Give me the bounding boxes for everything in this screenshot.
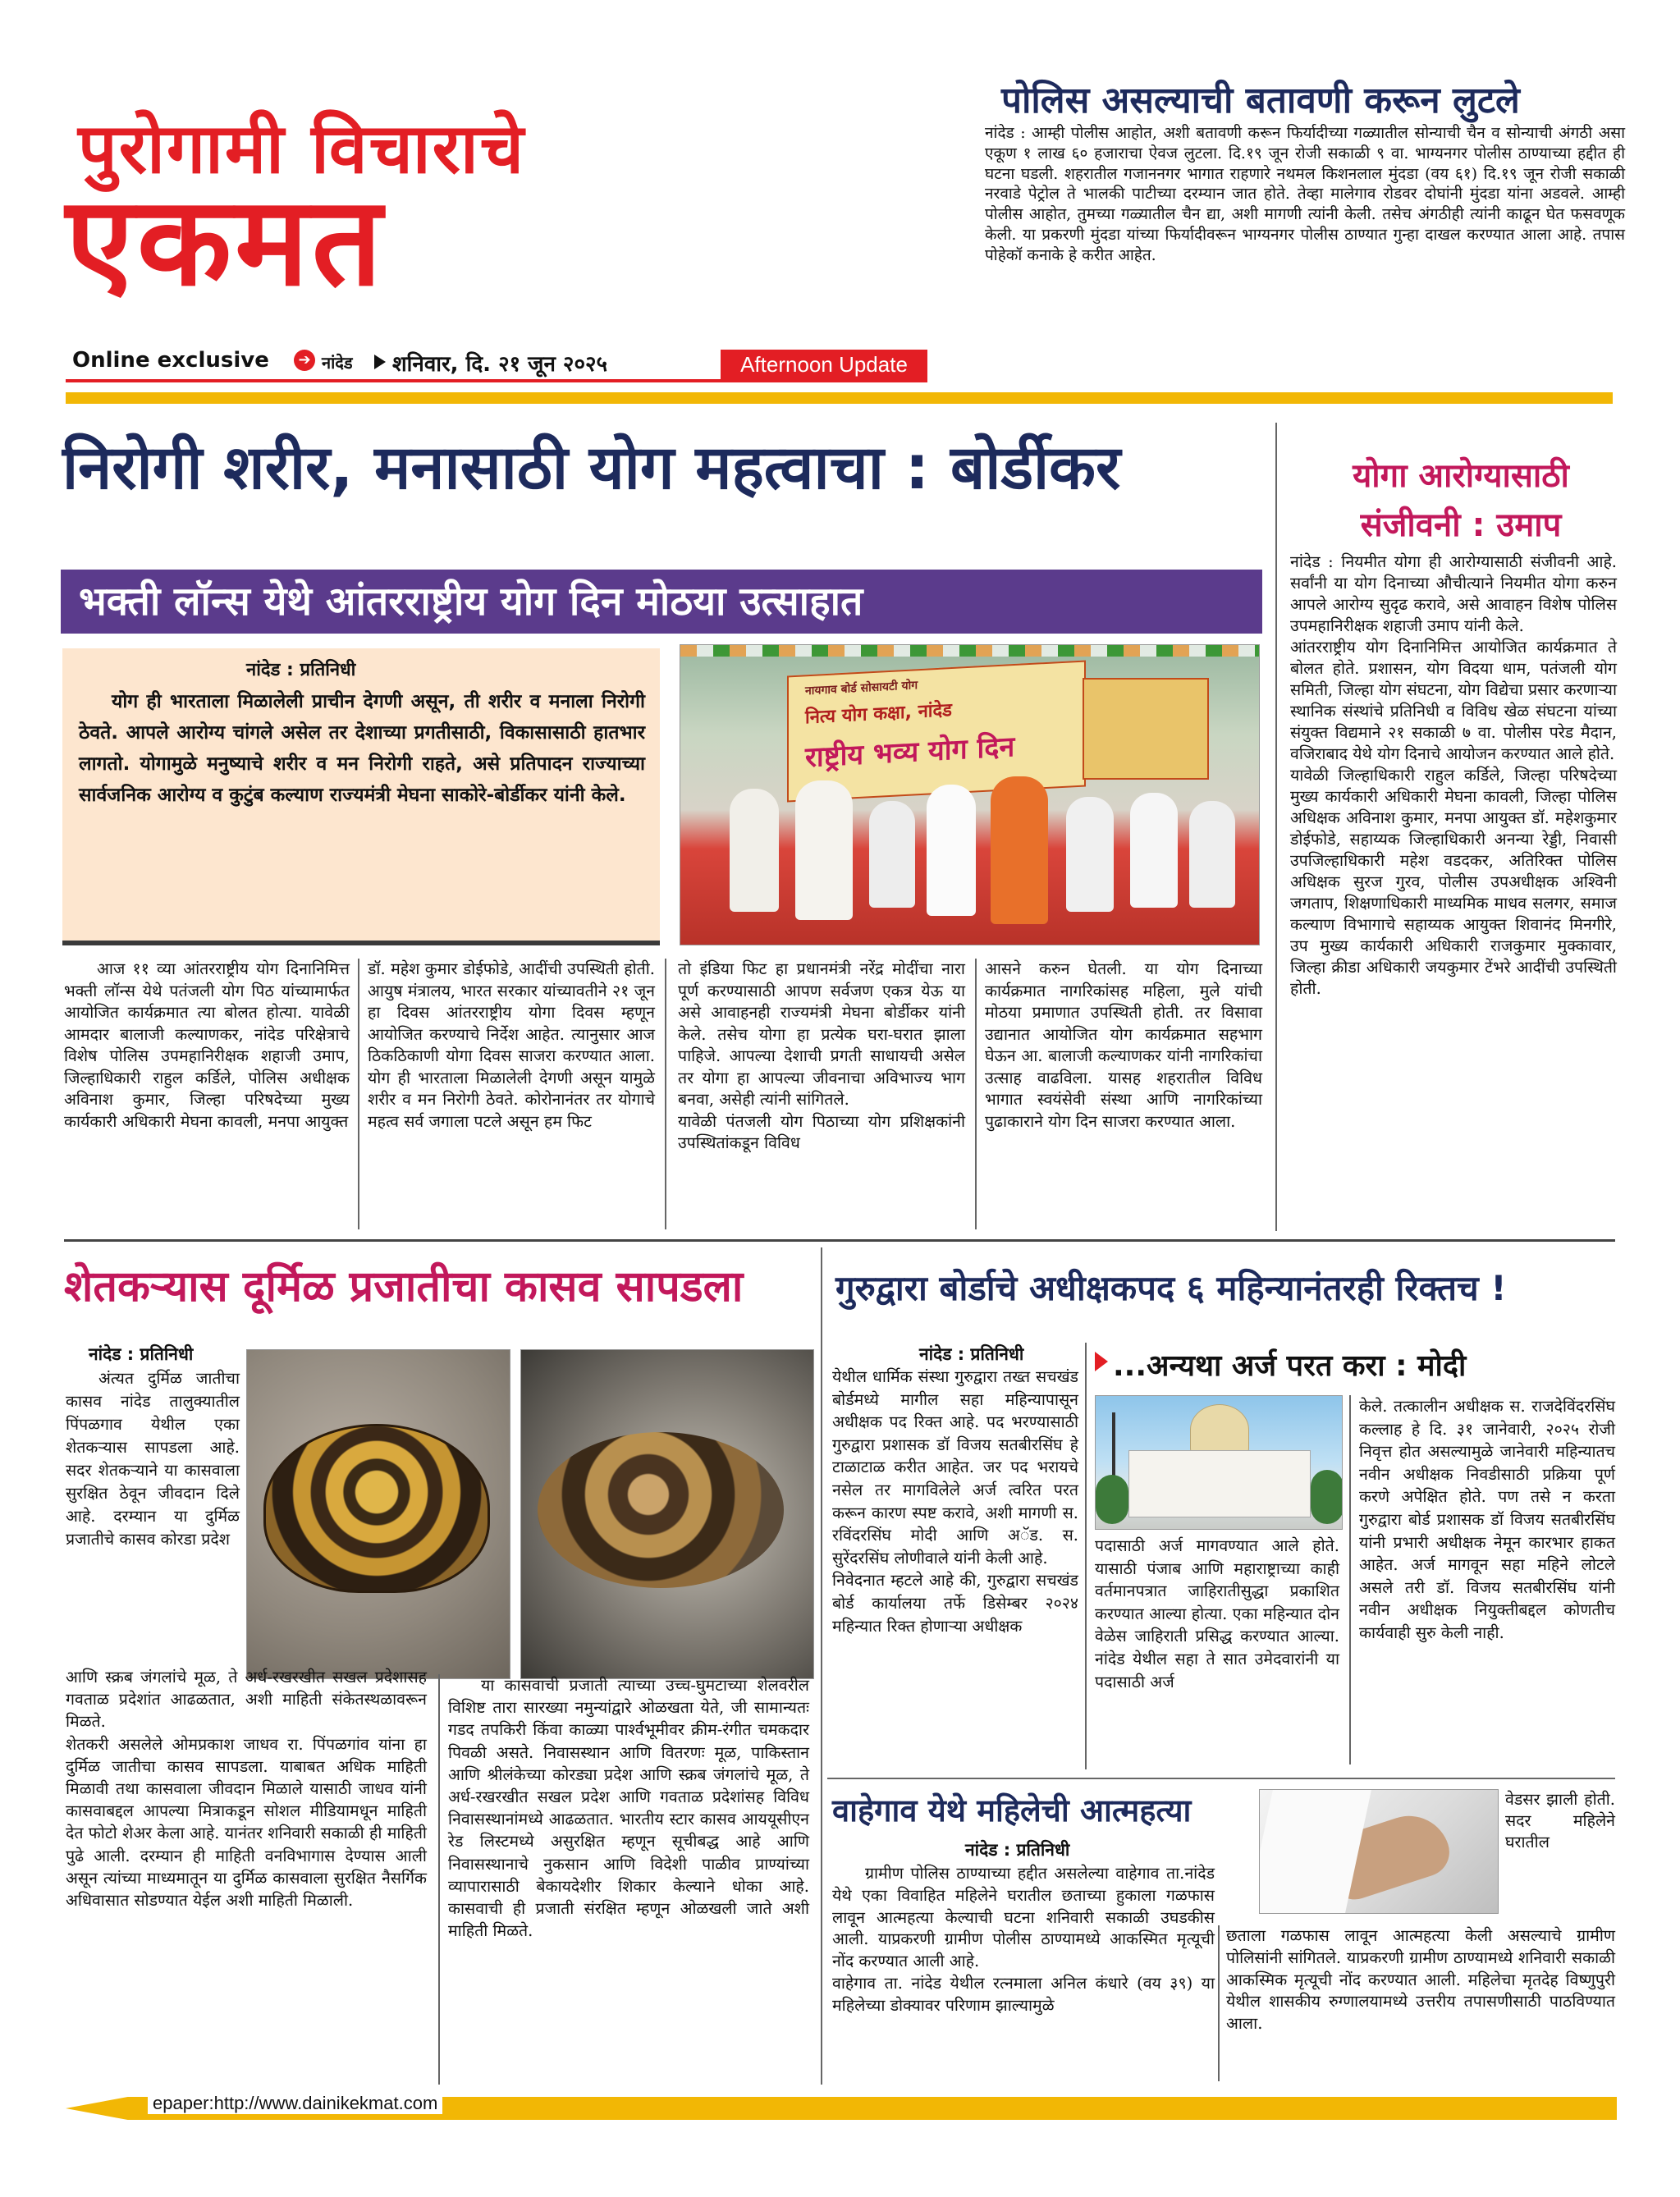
banner-line-1: नायगाव बोर्ड सोसायटी योग — [805, 679, 918, 698]
col-divider — [1218, 1925, 1220, 2081]
suicide-body-1: ग्रामीण पोलिस ठाण्याच्या हद्दीत असलेल्या वाहेगाव ता.नांदेड येथे एका विवाहित महिलेने घरातील छताच्या हुकाला गळफास लावून आत्महत्या केल्याची घटना शनिवारी सकाळी उघडकीस आली. याप्रकरणी ग्रामीण पोलीस ठाण्यामध्ये आकस्मित मृत्यूची नोंद करण्यात आली आहे. वाहेगाव ता. नांदेड येथील रत्नमाला अनिल कंधारे (वय ३९) या महिलेच्या डोक्यावर परिणाम झाल्यामुळे — [832, 1864, 1215, 2015]
subhead-triangle-icon — [1095, 1352, 1108, 1371]
suicide-body-2: छताला गळफास लावून आत्महत्या केली असल्याचे ग्रामीण पोलिसांनी सांगितले. याप्रकरणी ग्रामीण ठाण्यामध्ये शनिवारी सकाळी आकस्मिक मृत्यूची नोंद करण्यात आली. महिलेचा मृतदेह विष्णुपुरी येथील शासकीय रुग्णालयामध्ये उत्तरीय तपासणीसाठी पाठविण्यात आला. — [1226, 1926, 1615, 2034]
dateline-underline — [66, 379, 927, 382]
dateline-arrow-icon: ➔ — [294, 350, 315, 371]
flag-row — [680, 645, 1259, 657]
turtle-in-water — [538, 1432, 784, 1588]
turtle-headline: शेतकऱ्यास दूर्मिळ प्रजातीचा कासव सापडला — [64, 1262, 744, 1311]
col-divider — [1085, 1343, 1087, 1769]
turtle-byline: नांदेड : प्रतिनिधी — [89, 1344, 194, 1364]
participant — [991, 776, 1048, 924]
participant — [1130, 793, 1178, 908]
col-divider — [438, 1674, 440, 2085]
side-story-divider — [1275, 423, 1277, 1231]
lead-intro: योग ही भारताला मिळालेली प्राचीन देगणी असून, ती शरीर व मनाला निरोगी ठेवते. आपले आरोग्य चांगले असेल तर देशाच्या प्रगतीसाठी, विकासासाठी हातभार लागतो. योगामुळे मनुष्याचे शरीर व मन निरोगी राहते, असे प्रतिपादन राज्याच्या सार्वजनिक आरोग्य व कुटुंब कल्याण राज्यमंत्री मेघना साकोरे-बोर्डीकर यांनी केले. — [79, 691, 645, 806]
participant — [730, 789, 779, 912]
participant — [927, 785, 976, 916]
edition-badge: Afternoon Update — [721, 350, 927, 379]
col-divider — [665, 959, 666, 1229]
masthead — [66, 82, 960, 378]
lead-col-2: डॉ. महेश कुमार डोईफोडे, आदींची उपस्थिती होती. आयुष मंत्रालय, भारत सरकार यांच्यावतीने २१ जून हा दिवस आंतरराष्ट्रीय योगा दिवस म्हणून आयोजित करण्याचे निर्देश आहेत. त्यानुसार आज ठिकठिकाणी योगा दिवस साजरा करण्यात आला. योग ही भारताला मिळालेली देगणी असून यामुळे शरीर व मन निरोगी ठेवते. कोरोनानंतर तर योगाचे महत्व सर्व जगाला पटले असून हम फिट — [368, 959, 655, 1131]
dateline-triangle-icon — [374, 355, 386, 369]
online-label: Online exclusive — [72, 348, 269, 373]
gurudwara-subhead: ...अन्यथा अर्ज परत करा : मोदी — [1113, 1349, 1467, 1383]
participant — [795, 780, 853, 920]
gurudwara-col-1: येथील धार्मिक संस्था गुरुद्वारा तख्त सचखंड बोर्डमध्ये मागील सहा महिन्यापासून अधीक्षक पद रिक्त आहे. पद भरण्यासाठी गुरुद्वारा प्रशासक डॉ विजय सतबीरसिंघ हे टाळाटाळ करीत आहेत. जर पद भरायचे नसेल तर मागविलेले अर्ज त्वरित परत करून कारण स्पष्ट करावे, अशी मागणी स. रविंदरसिंघ मोदी आणि अॅड. स. सुरेंदरसिंघ लोणीवाले यांनी केली आहे. निवेदनात म्हटले आहे की, गुरुद्वारा सचखंड बोर्ड कार्यालया तर्फे डिसेम्बर २०२४ महिन्यात रिक्त होणाऱ्या अधीक्षक — [832, 1367, 1078, 1636]
lead-byline: नांदेड : प्रतिनिधी — [246, 660, 356, 680]
turtle-shell — [263, 1424, 490, 1593]
masthead-name: एकमत — [66, 171, 386, 314]
col-divider — [1349, 1395, 1351, 1764]
side-story-title-1: योगा आरोग्यासाठी — [1353, 457, 1569, 495]
banner-line-3: राष्ट्रीय भव्य योग दिन — [805, 730, 1015, 775]
section-divider — [827, 1778, 1615, 1779]
banner-right — [1083, 678, 1209, 780]
banner-line-2: नित्य योग कक्षा, नांदेड — [805, 700, 952, 729]
lead-col-1: आज ११ व्या आंतरराष्ट्रीय योग दिनानिमित्त भक्ती लॉन्स येथे पतंजली योग पिठ यांच्यामार्फत आयोजित कार्यक्रमात त्या बोलत होत्या. यावेळी आमदार बालाजी कल्याणकर, नांदेड परिक्षेत्राचे विशेष पोलिस उपमहानिरीक्षक शहाजी उमाप, जिल्हाधिकारी राहुल कर्डिले, पोलिस अधीक्षक अविनाश कुमार, जिल्हा परिषदेच्या मुख्य कार्यकारी अधिकारी मेघना कावली, मनपा आयुक्त — [64, 959, 350, 1131]
dateline: शनिवार, दि. २१ जून २०२५ — [392, 352, 608, 377]
top-story-body: नांदेड : आम्ही पोलीस आहोत, अशी बतावणी करून फिर्यादीच्या गळ्यातील सोन्याची चैन व सोन्याची अंगठी असा एकूण १ लाख ६० हजाराचा ऐवज लुटला. दि.१९ जून रोजी सकाळी ९ वा. भाग्यनगर पोलीस ठाण्याच्या हद्दीत ही घटना घडली. शहरातील गजाननगर भागात राहणारे नथमल किशनलाल मुंदडा (वय ६१) दि.१९ जून रोजी सकाळी नरवाडे पेट्रोल ते भालकी पाटीच्या दरम्यान जात होते. तेव्हा मालेगाव रोडवर दोघांनी मुंदडा यांना अडवले. आम्ही पोलीस आहोत, तुमच्या गळ्यातील चैन द्या, अशी मागणी त्यांनी केली. तसेच अंगठीही त्यांनी काढून घेत फसवणूक केली. या प्रकरणी मुंदडा यांच्या फिर्यादीवरून भाग्यनगर पोलीस ठाण्यात गुन्हा दाखल करण्यात आला आहे. तपास पोहेकॉ कनाके हे करीत आहेत. — [985, 124, 1625, 264]
participant — [1066, 797, 1114, 912]
section-divider-v — [821, 1247, 822, 2085]
dateline-city: नांदेड — [322, 353, 353, 373]
hand-photo — [1259, 1789, 1499, 1914]
turtle-col-2: या कासवाची प्रजाती त्याच्या उच्च-घुमटाच्या शेलवरील विशिष्ट तारा सारख्या नमुन्यांद्वारे ओळखता येते, जी सामान्यतः गडद तपकिरी किंवा काळ्या पार्श्वभूमीवर क्रीम-रंगीत चमकदार पिवळी असते. निवासस्थान आणि वितरणः मूळ, पाकिस्तान आणि श्रीलंकेच्या कोरड्या प्रदेश आणि स्क्रब जंगलांचे मूळ, ते अर्ध-रखरखीत सखल प्रदेश आणि गवताळ प्रदेशांसह विविध निवासस्थानांमध्ये आढळतात. भारतीय स्टार कासव आययूसीएन रेड लिस्टमध्ये असुरक्षित म्हणून सूचीबद्ध आहे आणि निवासस्थानाचे नुकसान आणि विदेशी पाळीव प्राण्यांच्या व्यापारासाठी बेकायदेशीर शिकार केल्याने धोका आहे. कासवाची ही प्रजाती संरक्षित म्हणून ओळखली जाते अशी माहिती मिळते. — [448, 1676, 809, 1941]
yoga-day-photo — [680, 644, 1260, 945]
turtle-col-1: आणि स्क्रब जंगलांचे मूळ, ते अर्ध-रखरखीत सखल प्रदेशासह गवताळ प्रदेशांत आढळतात, अशी माहिती संकेतस्थळावरून मिळते. शेतकरी असलेले ओमप्रकाश जाधव रा. पिंपळगांव यांना हा दुर्मिळ जातीचा कासव सापडला. याबाबत अधिक माहिती मिळावी तथा कासवाला जीवदान मिळाले यासाठी जाधव यांनी कासवाबद्दल आपल्या मित्राकडून सोशल मीडियामधून माहिती देत फोटो शेअर केला आहे. यानंतर शनिवारी सकाळी ही माहिती पुढे आली. दरम्यान ही माहिती वनविभागास देण्यास आली असून त्यांच्या माध्यमातून या दुर्मिळ कासवाला सुरक्षित नैसर्गिक अधिवासात सोडण्यात येईल अशी माहिती मिळाली. — [66, 1668, 427, 1911]
masthead-tagline: पुरोगामी विचाराचे — [78, 108, 526, 189]
tree — [1096, 1475, 1128, 1524]
gurudwara-building — [1128, 1450, 1311, 1517]
turtle-narrow: अंत्यत दुर्मिळ जातीचा कासव नांदेड तालुक्यातील पिंपळगाव येथील एका शेतकऱ्यास सापडला आहे. सदर शेतकऱ्याने या कासवाला सुरक्षित ठेवून जीवदान दिले आहे. दरम्यान या दुर्मिळ प्रजातीचे कासव कोरडा प्रदेश — [66, 1369, 240, 1549]
lead-col-3: तो इंडिया फिट हा प्रधानमंत्री नरेंद्र मोदींचा नारा पूर्ण करण्यासाठी आपण सर्वजण एकत्र येऊ या असे आवाहनही राज्यमंत्री मेघना बोर्डीकर यांनी केले. तसेच योगा हा प्रत्येक घरा-घरात झाला पाहिजे. आपल्या देशाची प्रगती साधायची असेल तर योगा हा आपल्या जीवनाचा अविभाज्य भाग बनवा, असेही त्यांनी सांगितले. यावेळी पंतजली योग पिठाच्या योग प्रशिक्षकांनी उपस्थितांकडून विविध — [678, 959, 965, 1152]
suicide-headline: वाहेगाव येथे महिलेची आत्महत्या — [832, 1792, 1192, 1829]
side-story-title-2: संजीवनी : उमाप — [1360, 506, 1562, 544]
gurudwara-headline: गुरुद्वारा बोर्डाचे अधीक्षकपद ६ महिन्यानंतरही रिक्तच ! — [835, 1268, 1507, 1308]
gurudwara-col-3: केले. तत्कालीन अधीक्षक स. राजदेविंदरसिंघ कल्लाह हे दि. ३१ जानेवारी, २०२५ रोजी निवृत्त होत असल्यामुळे जानेवारी महिन्यातच नवीन अधीक्षक निवडीसाठी प्रक्रिया पूर्ण करणे अपेक्षित होते. पण तसे न करता गुरुद्वारा बोर्ड प्रशासक डॉ विजय सतबीरसिंघ यांनी प्रभारी अधीक्षक नेमून कारभार हाकत आहेत. अर्ज मागवून सहा महिने लोटले असले तरी डॉ. विजय सतबीरसिंघ यांनी नवीन अधीक्षक नियुक्तीबद्दल कोणतीच कार्यवाही सुरु केली नाही. — [1359, 1397, 1615, 1642]
gurudwara-byline: नांदेड : प्रतिनिधी — [919, 1344, 1024, 1364]
top-story-title: पोलिस असल्याची बतावणी करून लुटले — [1001, 80, 1520, 121]
col-divider — [358, 959, 359, 1229]
gurudwara-col-2: पदासाठी अर्ज मागवण्यात आले होते. यासाठी पंजाब आणि महाराष्ट्राच्या काही वर्तमानपत्रात जाहिरातीसुद्धा प्रकाशित करण्यात आल्या होत्या. एका महिन्यात दोन वेळेस जाहिराती प्रसिद्ध करण्यात आल्या. नांदेड येथील सहा ते सात उमेदवारांनी या पदासाठी अर्ज — [1095, 1536, 1339, 1691]
suicide-side: वेडसर झाली होती. सदर महिलेने घरातील — [1505, 1790, 1615, 1851]
tree — [1311, 1470, 1343, 1524]
gurudwara-photo — [1095, 1395, 1343, 1530]
lead-col-4: आसने करुन घेतली. या योग दिनाच्या कार्यक्रमात नागरिकांसह महिला, मुले यांची मोठया प्रमाणात उपस्थिती होती. तर विसावा उद्यानात आयोजित योग कार्यक्रमात सहभाग घेऊन आ. बालाजी कल्याणकर यांनी नागरिकांचा उत्साह वाढविला. यासह शहरातील विविध भागात स्वयंसेवी संस्था आणि नागरिकांच्या पुढाकाराने योग दिन साजरा करण्यात आला. — [985, 959, 1262, 1131]
lead-subhead: भक्ती लॉन्स येथे आंतरराष्ट्रीय योग दिन मोठया उत्साहात — [79, 579, 863, 625]
participant — [869, 801, 915, 908]
lead-headline: निरोगी शरीर, मनासाठी योग महत्वाचा : बोर्डीकर — [62, 433, 1121, 503]
col-divider — [975, 959, 977, 1229]
section-divider — [64, 1239, 1615, 1242]
side-story-body: नांदेड : नियमीत योगा ही आरोग्यासाठी संजीवनी आहे. सर्वांनी या योग दिनाच्या औचीत्याने नियमीत योगा करुन आपले आरोग्य सुदृढ करावे, असे आवाहन विशेष पोलिस उपमहानिरीक्षक शहाजी उमाप यांनी केले. आंतरराष्ट्रीय योग दिनानिमित्त आयोजित कार्यक्रमात ते बोलत होते. प्रशासन, योग विदया धाम, पतंजली योग समिती, जिल्हा योग संघटना, योग विद्येचा प्रसार करणाऱ्या स्थानिक संस्थांचे प्रतिनिधी व विविध खेळ संघटना यांच्या संयुक्त विद्यमाने २१ सकाळी ७ वा. पोलीस परेड मैदान, वजिराबाद येथे योग दिनाचे आयोजन करण्यात आले होते. यावेळी जिल्हाधिकारी राहुल कर्डिले, जिल्हा परिषदेच्या मुख्य कार्यकारी अधिकारी मेघना कावली, जिल्हा पोलिस अधिक्षक अविनाश कुमार, मनपा आयुक्त डॉ. महेशकुमार डोईफोडे, सहाय्यक जिल्हाधिकारी अनन्या रेड्डी, निवासी उपजिल्हाधिकारी महेश वडदकर, अतिरिक्त पोलिस अधिक्षक सुरज गुरव, पोलीस उपअधीक्षक अश्विनी जगताप, शिक्षणाधिकारी माध्यमिक माधव सलगर, समाज कल्याण विभागाचे सहाय्यक आयुक्त शिवानंद मिनगीरे, उप मुख्य कार्यकारी अधिकारी राजकुमार मुक्कावार, जिल्हा क्रीडा अधिकारी जयकुमार टेंभरे आदींची उपस्थिती होती. — [1290, 552, 1617, 998]
top-yellow-rule — [66, 392, 1613, 404]
turtle-photo-soil — [246, 1349, 510, 1679]
participant — [1189, 801, 1235, 908]
gurudwara-dome — [1190, 1404, 1249, 1455]
turtle-photo-water — [520, 1349, 814, 1679]
footer-url[interactable]: epaper:http://www.dainikekmat.com — [148, 2093, 442, 2114]
suicide-byline: नांदेड : प्रतिनिधी — [965, 1840, 1070, 1860]
